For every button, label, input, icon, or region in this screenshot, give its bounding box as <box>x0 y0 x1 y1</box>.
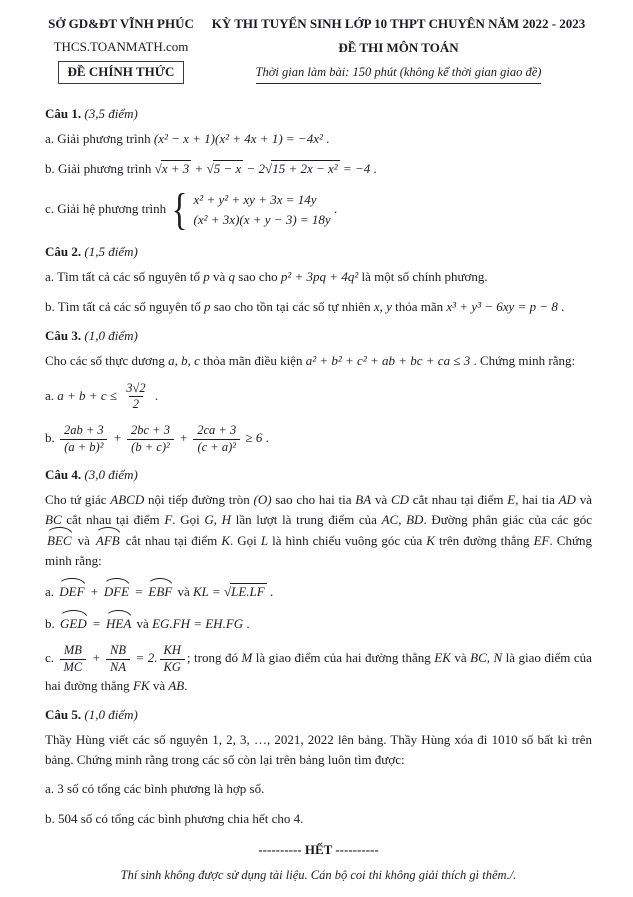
exam-duration-wrap <box>205 64 592 84</box>
q4a-line: a. DEF + DFE = EBF và KL = √ LE.LF . <box>45 580 592 602</box>
official-exam-stamp: ĐỀ CHÍNH THỨC <box>58 61 185 84</box>
q1c-line: c. Giải hệ phương trình { x² + y² + xy + 3x = 14y (x² + 3x)(x + y − 3) = 18y . <box>45 188 592 232</box>
footer-note: Thí sinh không được sử dụng tài liệu. Cán bộ coi thi không giải thích gì thêm./. <box>120 868 517 883</box>
department-name: SỞ GD&ĐT VĨNH PHÚC <box>48 16 194 31</box>
website-name: THCS.TOANMATH.com <box>53 39 189 54</box>
header-left-column <box>45 16 197 84</box>
q4b-line: b. GED = HEA và EG.FH = EH.FG . <box>45 612 592 634</box>
document-header <box>45 16 592 84</box>
question-2-heading: Câu 2. (1,5 điểm) <box>45 244 138 260</box>
q5b-line: b. 504 số có tổng các bình phương chia hết cho 4. <box>45 810 304 826</box>
q4c-line: c. $\frac{MB}{MC}$ + $\frac{NB}{NA}$ = 2. $\frac{KH}{KG}$ ; trong đó M là giao điểm của hai đường thẳng EK và BC, N là giao điểm của hai đường thẳng FK và AB. <box>45 643 592 693</box>
end-marker: ---------- HẾT ---------- <box>258 842 379 858</box>
q4-intro: Cho tứ giác ABCD nội tiếp đường tròn (O) sao cho hai tia BA và CD cắt nhau tại điểm E, hai tia AD và BC cắt nhau tại điểm F. Gọi G, H lần lượt là trung điểm của AC, BD. Đường phân giác của các góc BEC và AFB cắt nhau tại điểm K. Gọi L là hình chiếu vuông góc của K trên đường thẳng EF. Chứng minh rằng: <box>45 492 592 568</box>
header-right-column <box>205 16 592 84</box>
q1a-line: a. Giải phương trình (x² − x + 1)(x² + 4x + 1) = −4x² . <box>45 131 330 146</box>
document-body <box>45 106 592 883</box>
question-5-heading: Câu 5. (1,0 điểm) <box>45 707 138 723</box>
q1b-line: b. Giải phương trình √ x + 3 + √ 5 − x − 2 √ 15 + 2x − x² = −4 . <box>45 159 592 179</box>
exam-subject: ĐỀ THI MÔN TOÁN <box>338 40 459 55</box>
q2a-line: a. Tìm tất cả các số nguyên tố p và q sao cho p² + 3pq + 4q² là một số chính phương. <box>45 269 488 285</box>
q3-intro: Cho các số thực dương a, b, c thỏa mãn điều kiện a² + b² + c² + ab + bc + ca ≤ 3 . Chứng minh rằng: <box>45 353 576 369</box>
question-3-heading: Câu 3. (1,0 điểm) <box>45 328 138 344</box>
official-stamp-wrap <box>45 61 197 84</box>
question-4-heading: Câu 4. (3,0 điểm) <box>45 467 138 483</box>
q5-intro: Thầy Hùng viết các số nguyên 1, 2, 3, …, 2021, 2022 lên bảng. Thầy Hùng xóa đi 1010 số bất kì trên bảng. Chứng minh rằng trong các số còn lại trên bảng luôn tìm được: <box>45 732 592 767</box>
q2b-line: b. Tìm tất cả các số nguyên tố p sao cho tồn tại các số tự nhiên x, y thỏa mãn x³ + y³ − 6xy = p − 8 . <box>45 298 565 314</box>
question-1-heading: Câu 1. (3,5 điểm) <box>45 106 138 121</box>
q3b-line: b. $\frac{2ab + 3}{\text{(a + b)²}}$ + $\frac{2bc + 3}{\text{(b + c)²}}$ + $\frac{2ca + 3}{\text{(c + a)²}}$ ≥ 6 . <box>45 423 269 454</box>
q3a-line: a. a + b + c ≤ $\frac{3√2}{2}$ . <box>45 380 159 412</box>
q5a-line: a. 3 số có tổng các bình phương là hợp số. <box>45 781 265 797</box>
exam-duration: Thời gian làm bài: 150 phút (không kể thời gian giao đề) <box>256 65 542 84</box>
exam-title: KỲ THI TUYỂN SINH LỚP 10 THPT CHUYÊN NĂM 2022 - 2023 <box>211 16 586 31</box>
